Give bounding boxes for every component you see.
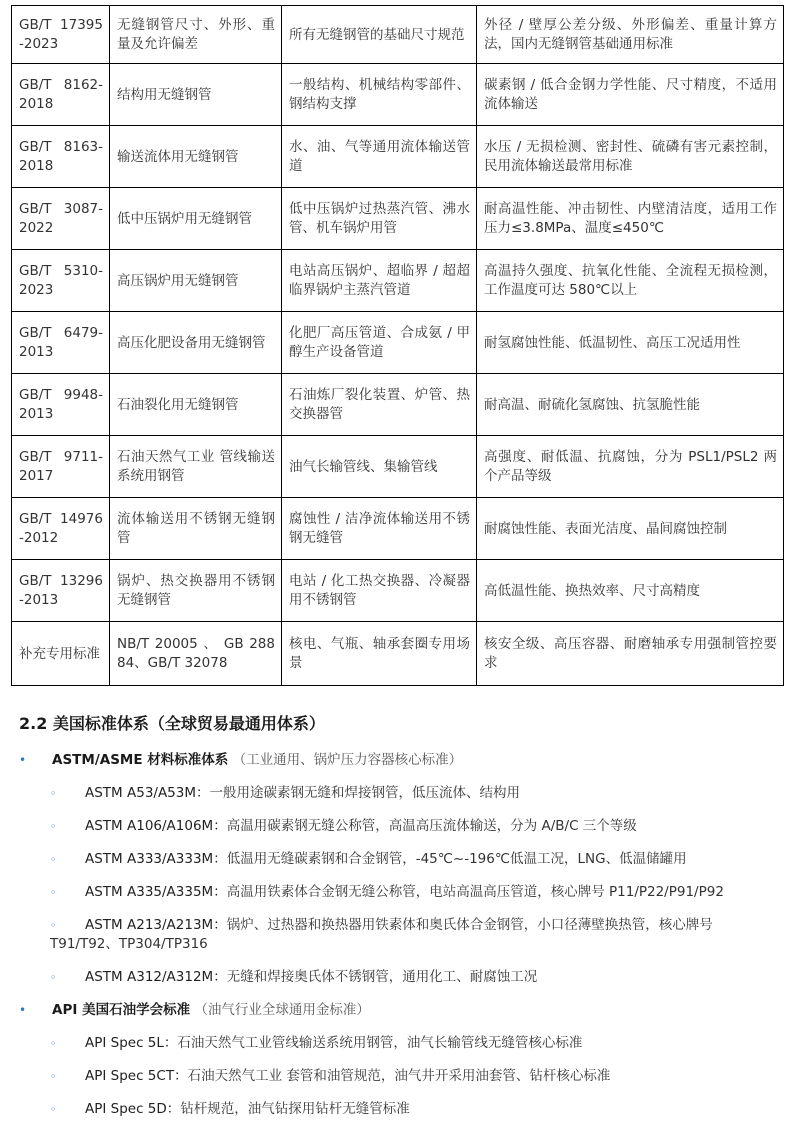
standard-desc: 一般用途碳素钢无缝和焊接钢管，低压流体、结构用 [209, 785, 521, 801]
standards-list [0, 744, 793, 1126]
list-group-header [0, 994, 793, 1027]
standard-code: GB/T 8162-2018 [12, 64, 110, 126]
standard-desc: 石油天然气工业管线输送系统用钢管，油气长输管线无缝管核心标准 [177, 1035, 583, 1051]
standard-desc: 无缝和焊接奥氏体不锈钢管，通用化工、耐腐蚀工况 [226, 969, 538, 985]
bullet-icon: • [19, 753, 27, 767]
standard-feature: 核安全级、高压容器、耐磨轴承专用强制管控要求 [477, 622, 784, 686]
standard-scope: 低中压锅炉过热蒸汽管、沸水管、机车锅炉用管 [282, 188, 477, 250]
section-heading: 2.2 美国标准体系（全球贸易最通用体系） [19, 714, 325, 733]
standard-name: NB/T 20005 、 GB 28884、GB/T 32078 [110, 622, 282, 686]
standard-scope: 核电、气瓶、轴承套圈专用场景 [282, 622, 477, 686]
standard-scope: 水、油、气等通用流体输送管道 [282, 126, 477, 188]
standard-code: API Spec 5CT： [85, 1068, 188, 1084]
standard-code: GB/T 6479-2013 [12, 312, 110, 374]
standard-feature: 水压 / 无损检测、密封性、硫磷有害元素控制，民用流体输送最常用标准 [477, 126, 784, 188]
circle-bullet-icon: ◦ [50, 820, 57, 833]
standard-code: ASTM A312/A312M： [85, 969, 227, 985]
standard-desc: 低温用无缝碳素钢和合金钢管，-45℃~-196℃低温工况，LNG、低温储罐用 [226, 851, 687, 867]
table-row [12, 64, 784, 126]
table-row [12, 560, 784, 622]
standard-code: API Spec 5L： [85, 1035, 178, 1051]
circle-bullet-icon: ◦ [50, 919, 57, 932]
table-row [12, 126, 784, 188]
standard-scope: 油气长输管线、集输管线 [282, 436, 477, 498]
standard-scope: 石油炼厂裂化装置、炉管、热交换器管 [282, 374, 477, 436]
table-row [12, 374, 784, 436]
list-item [0, 961, 793, 994]
standard-desc: 高温用铁素体合金钢无缝公称管，电站高温高压管道，核心牌号 P11/P22/P91/P92 [226, 884, 724, 900]
table-row [12, 312, 784, 374]
standard-feature: 碳素钢 / 低合金钢力学性能、尺寸精度，不适用流体输送 [477, 64, 784, 126]
circle-bullet-icon: ◦ [50, 1037, 57, 1050]
standard-code: GB/T 13296-2013 [12, 560, 110, 622]
standard-code: API Spec 5D： [85, 1101, 181, 1117]
list-group-header [0, 744, 793, 777]
standard-scope: 化肥厂高压管道、合成氨 / 甲醇生产设备管道 [282, 312, 477, 374]
table-row [12, 188, 784, 250]
group-name: API 美国石油学会标准 [52, 1002, 191, 1018]
standard-code: GB/T 8163-2018 [12, 126, 110, 188]
standard-code: ASTM A53/A53M： [85, 785, 210, 801]
bullet-icon: • [19, 1003, 27, 1017]
standard-feature: 耐腐蚀性能、表面光洁度、晶间腐蚀控制 [477, 498, 784, 560]
list-item [0, 1027, 793, 1060]
circle-bullet-icon: ◦ [50, 971, 57, 984]
standard-name: 高压锅炉用无缝钢管 [110, 250, 282, 312]
standard-code: GB/T 9711-2017 [12, 436, 110, 498]
group-name: ASTM/ASME 材料标准体系 [52, 752, 229, 768]
standard-code: GB/T 17395-2023 [12, 6, 110, 64]
table-row [12, 622, 784, 686]
standard-desc: 钻杆规范，油气钻探用钻杆无缝管标准 [180, 1101, 410, 1117]
standard-name: 结构用无缝钢管 [110, 64, 282, 126]
list-item [0, 1060, 793, 1093]
list-item [0, 909, 793, 961]
sub-list [0, 1027, 793, 1126]
list-item [0, 810, 793, 843]
circle-bullet-icon: ◦ [50, 787, 57, 800]
standard-desc: 高温用碳素钢无缝公称管，高温高压流体输送，分为 A/B/C 三个等级 [226, 818, 637, 834]
standard-name: 石油裂化用无缝钢管 [110, 374, 282, 436]
circle-bullet-icon: ◦ [50, 886, 57, 899]
sub-list [0, 777, 793, 994]
list-item [0, 1093, 793, 1126]
standard-code: ASTM A335/A335M： [85, 884, 227, 900]
standard-feature: 外径 / 壁厚公差分级、外形偏差、重量计算方法，国内无缝钢管基础通用标准 [477, 6, 784, 64]
table-row [12, 250, 784, 312]
group-note: （工业通用、锅炉压力容器核心标准） [232, 752, 463, 768]
standard-code: GB/T 9948-2013 [12, 374, 110, 436]
standard-code: ASTM A213/A213M： [85, 917, 227, 933]
standard-code: ASTM A106/A106M： [85, 818, 227, 834]
standard-name: 石油天然气工业 管线输送系统用钢管 [110, 436, 282, 498]
standard-code: 补充专用标准 [12, 622, 110, 686]
circle-bullet-icon: ◦ [50, 1070, 57, 1083]
standard-name: 低中压锅炉用无缝钢管 [110, 188, 282, 250]
list-item [0, 876, 793, 909]
standard-scope: 腐蚀性 / 洁净流体输送用不锈钢无缝管 [282, 498, 477, 560]
standard-name: 流体输送用不锈钢无缝钢管 [110, 498, 282, 560]
standard-name: 无缝钢管尺寸、外形、重量及允许偏差 [110, 6, 282, 64]
standard-feature: 高温持久强度、抗氧化性能、全流程无损检测，工作温度可达 580℃以上 [477, 250, 784, 312]
standard-scope: 电站 / 化工热交换器、冷凝器用不锈钢管 [282, 560, 477, 622]
list-item-astm-asme [0, 744, 793, 994]
list-item-api [0, 994, 793, 1126]
standard-code: ASTM A333/A333M： [85, 851, 227, 867]
standard-desc: 石油天然气工业 套管和油管规范，油气井开采用油套管、钻杆核心标准 [187, 1068, 611, 1084]
standard-feature: 耐高温性能、冲击韧性、内壁清洁度，适用工作压力≤3.8MPa、温度≤450℃ [477, 188, 784, 250]
table-row [12, 6, 784, 64]
standard-name: 高压化肥设备用无缝钢管 [110, 312, 282, 374]
standard-code: GB/T 3087-2022 [12, 188, 110, 250]
standard-feature: 耐氢腐蚀性能、低温韧性、高压工况适用性 [477, 312, 784, 374]
group-note: （油气行业全球通用金标准） [194, 1002, 370, 1018]
list-item [0, 843, 793, 876]
standard-name: 输送流体用无缝钢管 [110, 126, 282, 188]
standard-feature: 高强度、耐低温、抗腐蚀，分为 PSL1/PSL2 两个产品等级 [477, 436, 784, 498]
standard-feature: 耐高温、耐硫化氢腐蚀、抗氢脆性能 [477, 374, 784, 436]
standard-name: 锅炉、热交换器用不锈钢无缝钢管 [110, 560, 282, 622]
standard-scope: 一般结构、机械结构零部件、钢结构支撑 [282, 64, 477, 126]
standard-scope: 所有无缝钢管的基础尺寸规范 [282, 6, 477, 64]
table-row [12, 436, 784, 498]
circle-bullet-icon: ◦ [50, 853, 57, 866]
list-item [0, 777, 793, 810]
standard-code: GB/T 5310-2023 [12, 250, 110, 312]
standard-scope: 电站高压锅炉、超临界 / 超超临界锅炉主蒸汽管道 [282, 250, 477, 312]
table-row [12, 498, 784, 560]
standards-table [11, 5, 784, 686]
standard-code: GB/T 14976-2012 [12, 498, 110, 560]
standard-desc: 锅炉、过热器和换热器用铁素体和奥氏体合金钢管，小口径薄壁换热管，核心牌号 T91/T92、TP304/TP316 [50, 917, 713, 952]
circle-bullet-icon: ◦ [50, 1103, 57, 1116]
standard-feature: 高低温性能、换热效率、尺寸高精度 [477, 560, 784, 622]
